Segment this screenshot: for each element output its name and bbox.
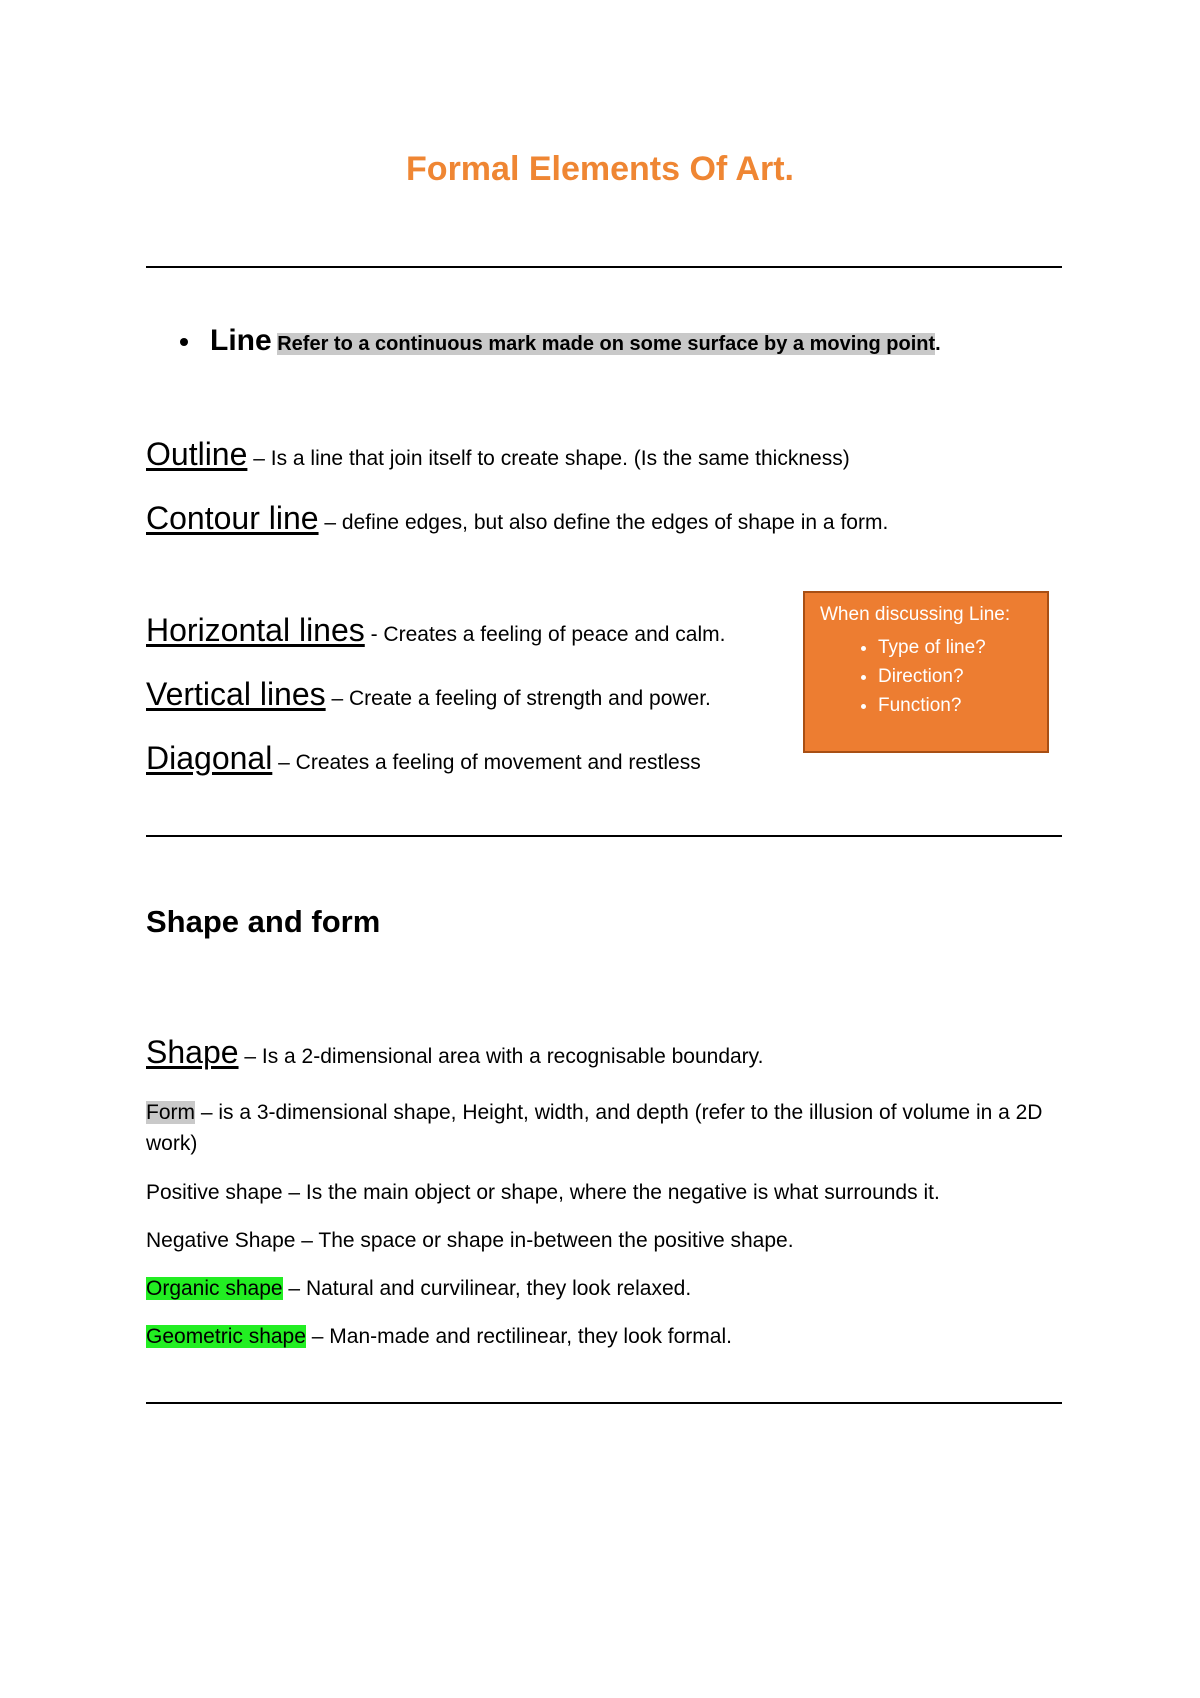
- definition-negative-shape: Negative Shape – The space or shape in-between the positive shape.: [146, 1229, 794, 1252]
- definition-text: – define edges, but also define the edges of shape in a form.: [318, 511, 889, 534]
- divider: [146, 266, 1062, 268]
- divider: [146, 835, 1062, 837]
- definition-diagonal: [146, 740, 701, 777]
- definition-text: – Creates a feeling of movement and restless: [272, 751, 701, 774]
- definition-term: Diagonal: [146, 740, 273, 776]
- line-definition: Refer to a continuous mark made on some surface by a moving point: [277, 333, 936, 355]
- definition-term: Contour line: [146, 500, 319, 536]
- definition-vertical-lines: [146, 676, 711, 713]
- definition-outline: [146, 436, 850, 473]
- definition-form: [146, 1097, 1066, 1159]
- definition-text: – Create a feeling of strength and power.: [325, 687, 711, 710]
- line-callout-box: [803, 591, 1049, 753]
- divider: [146, 1402, 1062, 1404]
- definition-organic-shape: [146, 1273, 1066, 1304]
- definition-text: – Is a line that join itself to create shape. (Is the same thickness): [247, 447, 850, 470]
- organic-term: Organic shape: [146, 1277, 283, 1300]
- line-term: Line: [210, 324, 272, 357]
- definition-term: Horizontal lines: [146, 612, 365, 648]
- section-heading-shape-and-form: Shape and form: [146, 904, 381, 939]
- line-period: .: [935, 333, 941, 355]
- callout-item: • Direction?: [878, 665, 1032, 688]
- definition-term: Shape: [146, 1034, 239, 1070]
- definition-text: - Creates a feeling of peace and calm.: [364, 623, 726, 646]
- page-title: Formal Elements Of Art.: [406, 150, 794, 188]
- callout-heading: When discussing Line:: [820, 604, 1011, 625]
- definition-contour-line: [146, 500, 888, 537]
- definition-text: – Is a 2-dimensional area with a recognisable boundary.: [238, 1045, 764, 1068]
- definition-positive-shape: Positive shape – Is the main object or shape, where the negative is what surrounds it.: [146, 1181, 940, 1204]
- form-term: Form: [146, 1101, 195, 1124]
- form-text: – is a 3-dimensional shape, Height, width, and depth (refer to the illusion of volume in a 2D work): [146, 1101, 1043, 1155]
- bullet-dot-icon: [180, 338, 188, 346]
- callout-list: [820, 636, 1032, 717]
- organic-text: – Natural and curvilinear, they look relaxed.: [282, 1277, 692, 1300]
- definition-shape: [146, 1034, 763, 1071]
- geometric-term: Geometric shape: [146, 1325, 306, 1348]
- callout-item: • Function?: [878, 694, 1032, 717]
- geometric-text: – Man-made and rectilinear, they look formal.: [305, 1325, 732, 1348]
- definition-geometric-shape: [146, 1321, 1066, 1352]
- definition-term: Vertical lines: [146, 676, 326, 712]
- definition-horizontal-lines: [146, 612, 725, 649]
- line-bullet: [180, 324, 941, 358]
- definition-term: Outline: [146, 436, 248, 472]
- callout-item: • Type of line?: [878, 636, 1032, 659]
